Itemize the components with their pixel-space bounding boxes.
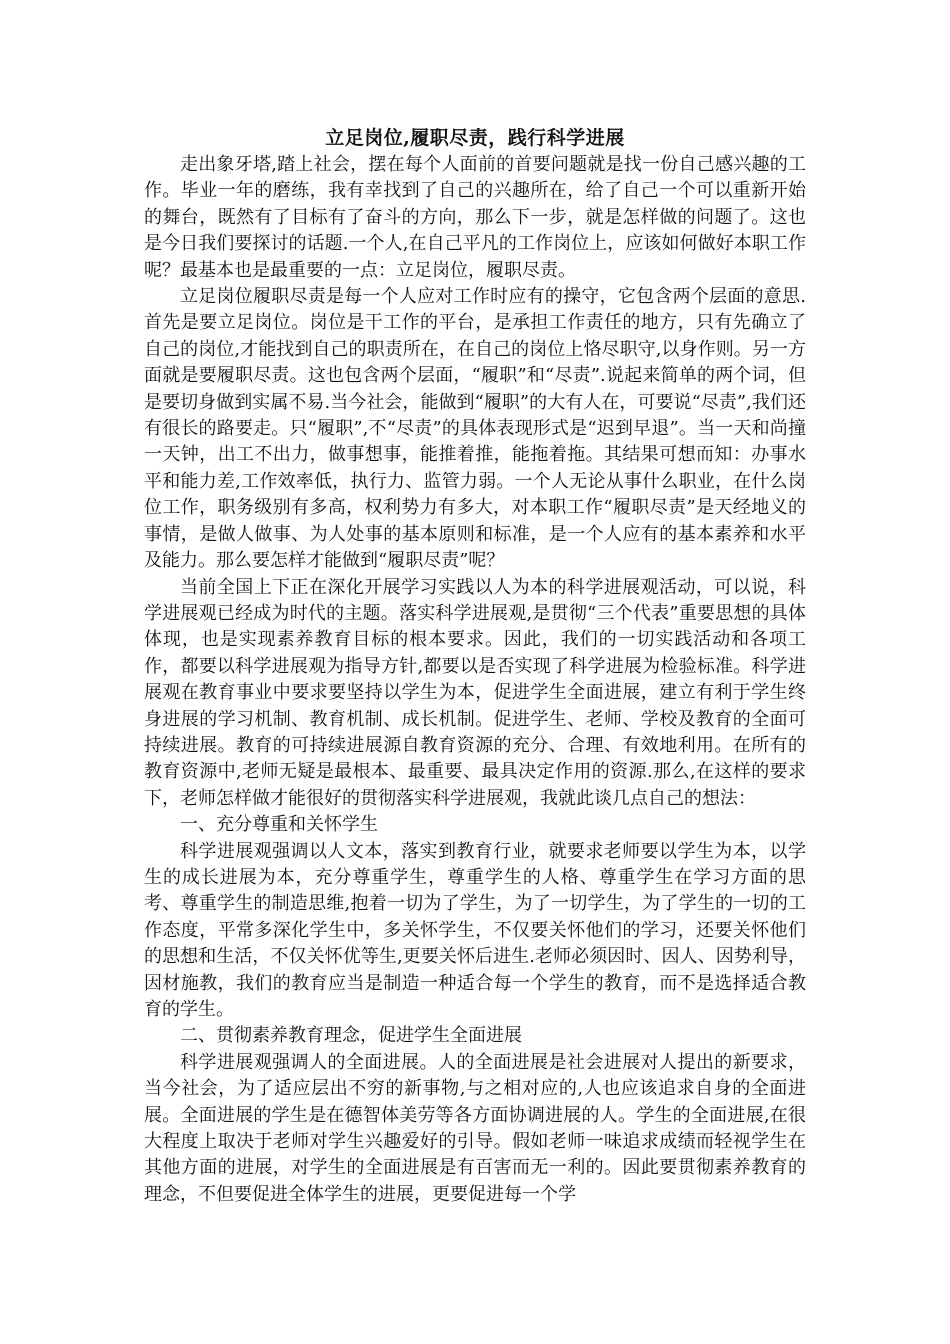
document-title: 立足岗位,履职尽责，践行科学进展 (325, 127, 625, 149)
section-heading-quality-education: 二、贯彻素养教育理念，促进学生全面进展 (180, 1025, 522, 1047)
paragraph-science-development: 当前全国上下正在深化开展学习实践以人为本的科学进展观活动，可以说，科学进展观已经成为时代的主题。落实科学进展观,是贯彻“三个代表”重要思想的具体体现，也是实现素养教育目标的根本要求。因此，我们的一切实践活动和各项工作，都要以科学进展观为指导方针,都要以是否实现了科学进展为检验标准。科学进展观在教育事业中要求要坚持以学生为本，促进学生全面进展，建立有利于学生终身进展的学习机制、教育机制、成长机制。促进学生、老师、学校及教育的全面可持续进展。教育的可持续进展源自教育资源的充分、合理、有效地利用。在所有的教育资源中,老师无疑是最根本、最重要、最具决定作用的资源.那么,在这样的要求下，老师怎样做才能很好的贯彻落实科学进展观，我就此谈几点自己的想法： (144, 576, 806, 809)
paragraph-intro: 走出象牙塔,踏上社会，摆在每个人面前的首要问题就是找一份自己感兴趣的工作。毕业一年的磨练，我有幸找到了自己的兴趣所在，给了自己一个可以重新开始的舞台，既然有了目标有了奋斗的方向，那么下一步，就是怎样做的问题了。这也是今日我们要探讨的话题.一个人,在自己平凡的工作岗位上，应该如何做好本职工作呢？最基本也是最重要的一点：立足岗位，履职尽责。 (144, 154, 806, 281)
paragraph-duty: 立足岗位履职尽责是每一个人应对工作时应有的操守，它包含两个层面的意思.首先是要立足岗位。岗位是干工作的平台，是承担工作责任的地方，只有先确立了自己的岗位,才能找到自己的职责所在，在自己的岗位上恪尽职守,以身作则。另一方面就是要履职尽责。这也包含两个层面，“履职”和“尽责”.说起来简单的两个词，但是要切身做到实属不易.当今社会，能做到“履职”的大有人在，可要说“尽责”,我们还有很长的路要走。只“履职”,不“尽责”的具体表现形式是“迟到早退”。当一天和尚撞一天钟，出工不出力，做事想事，能推着推，能拖着拖。其结果可想而知：办事水平和能力差,工作效率低，执行力、监管力弱。一个人无论从事什么职业，在什么岗位工作，职务级别有多高，权利势力有多大，对本职工作“履职尽责”是天经地义的事情，是做人做事、为人处事的基本原则和标准，是一个人应有的基本素养和水平及能力。那么要怎样才能做到“履职尽责”呢？ (144, 286, 806, 572)
section-heading-respect-students: 一、充分尊重和关怀学生 (180, 814, 378, 836)
paragraph-respect-students: 科学进展观强调以人文本，落实到教育行业，就要求老师要以学生为本，以学生的成长进展为本，充分尊重学生，尊重学生的人格、尊重学生在学习方面的思考、尊重学生的制造思维,抱着一切为了学生，为了一切学生，为了学生的一切的工作态度，平常多深化学生中，多关怀学生，不仅要关怀他们的学习，还要关怀他们的思想和生活，不仅关怀优等生,更要关怀后进生.老师必须因时、因人、因势利导，因材施教，我们的教育应当是制造一种适合每一个学生的教育，而不是选择适合教育的学生。 (144, 840, 806, 1020)
paragraph-quality-education: 科学进展观强调人的全面进展。人的全面进展是社会进展对人提出的新要求，当今社会，为了适应层出不穷的新事物,与之相对应的,人也应该追求自身的全面进展。全面进展的学生是在德智体美劳等各方面协调进展的人。学生的全面进展,在很大程度上取决于老师对学生兴趣爱好的引导。假如老师一味追求成绩而轻视学生在其他方面的进展，对学生的全面进展是有百害而无一利的。因此要贯彻素养教育的理念，不但要促进全体学生的进展，更要促进每一个学 (144, 1051, 806, 1205)
document-body (144, 124, 806, 1208)
